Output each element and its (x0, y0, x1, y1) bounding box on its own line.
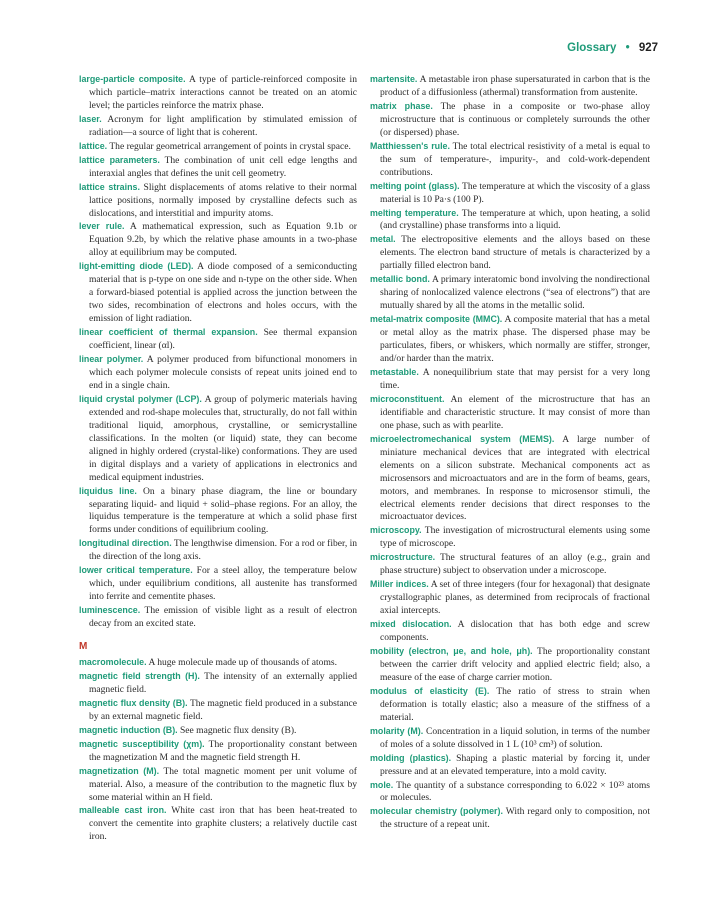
glossary-term: laser. (79, 113, 102, 124)
glossary-entry (79, 73, 357, 113)
glossary-definition: The ratio of stress to strain when deformation is totally elastic; also a measure of the stiffness of a material. (380, 685, 651, 723)
glossary-definition: A group of polymeric materials having extended and rod-shape molecules that, structurally, do not fall within traditional liquid, amorphous, crystalline, or semicrystalline classifications. In the molten (or liquid) state, they can become aligned in highly ordered (crystal-like) conformations. They are used in digital displays and a variety of applications in electronics and medical equipment industries. (89, 393, 357, 483)
page-number: 927 (638, 42, 658, 54)
glossary-term: malleable cast iron. (79, 805, 167, 816)
glossary-entry (79, 154, 357, 181)
left-column (79, 73, 357, 844)
glossary-entry (370, 233, 650, 273)
glossary-term: magnetic susceptibility (χm). (79, 738, 205, 749)
glossary-definition: The total magnetic moment per unit volume of material. Also, a measure of the contribution to the magnetic flux by some material within an H field. (89, 765, 357, 803)
glossary-term: microstructure. (370, 552, 436, 563)
glossary-definition: The proportionality constant between the magnetization M and the magnetic field strength H. (89, 738, 357, 763)
glossary-definition: On a binary phase diagram, the line or boundary separating liquid- and liquid + solid–phase regions. For an alloy, the liquidus temperature is the temperature at which a solid phase first forms under conditions of equilibrium cooling. (89, 485, 357, 536)
glossary-term: martensite. (370, 74, 418, 84)
glossary-term: molding (plastics). (370, 752, 452, 763)
glossary-term: magnetization (M). (79, 765, 160, 776)
glossary-entry (79, 353, 357, 393)
glossary-entry (370, 725, 650, 752)
glossary-definition: Acronym for light amplification by stimulated emission of radiation—a source of light that is coherent. (89, 113, 357, 138)
glossary-entry (370, 752, 650, 779)
glossary-entry (79, 724, 357, 738)
glossary-term: melting point (glass). (370, 180, 460, 191)
glossary-definition: A primary interatomic bond involving the nondirectional sharing of nonlocalized valence electrons (“sea of electrons”) that are mutually shared by all the atoms in the metallic solid. (380, 274, 650, 312)
glossary-entry (370, 578, 650, 618)
glossary-term: longitudinal direction. (79, 538, 172, 549)
glossary-entry (370, 551, 650, 578)
glossary-term: microconstituent. (370, 393, 445, 404)
glossary-definition: A nonequilibrium state that may persist for a very long time. (380, 366, 650, 391)
glossary-definition: See thermal expansion coefficient, linear (αl). (89, 327, 357, 352)
glossary-term: large-particle composite. (79, 74, 186, 84)
glossary-term: metallic bond. (370, 274, 430, 285)
glossary-entry (79, 765, 357, 805)
page-header (567, 42, 658, 54)
glossary-entry (370, 207, 650, 234)
glossary-term: luminescence. (79, 605, 141, 616)
glossary-entry (370, 524, 650, 551)
glossary-definition: A dislocation that has both edge and screw components. (380, 619, 650, 644)
right-entries (370, 73, 650, 832)
glossary-definition: The quantity of a substance corresponding to 6.022 × 10²³ atoms or molecules. (380, 779, 650, 804)
glossary-definition: The investigation of microstructural elements using some type of microscope. (380, 525, 651, 550)
glossary-definition: The phase in a composite or two-phase alloy microstructure that is continuous or completely surrounds the other (or dispersed) phase. (380, 100, 650, 138)
left-entries-before (79, 73, 357, 631)
glossary-entry (79, 220, 357, 260)
glossary-term: Matthiessen's rule. (370, 140, 450, 151)
glossary-term: lattice strains. (79, 181, 140, 192)
glossary-term: magnetic flux density (B). (79, 697, 188, 708)
glossary-entry (79, 738, 357, 765)
glossary-term: liquid crystal polymer (LCP). (79, 393, 202, 404)
glossary-definition: A polymer produced from bifunctional monomers in which each polymer molecule consists of repeat units joined end to end in a single chain. (89, 354, 357, 391)
glossary-term: modulus of elasticity (E). (370, 685, 490, 696)
glossary-definition: The magnetic field produced in a substance by an external magnetic field. (89, 697, 357, 722)
separator-bullet: • (625, 42, 630, 54)
glossary-entry (79, 326, 357, 353)
glossary-term: molarity (M). (370, 725, 424, 736)
glossary-definition: A diode composed of a semiconducting material that is p-type on one side and n-type on the other side. When a forward-biased potential is applied across the junction between the two sides, recombination of electrons and holes occurs, with the emission of light radiation. (89, 261, 357, 325)
glossary-entry (370, 685, 650, 725)
glossary-definition: The lengthwise dimension. For a rod or fiber, in the direction of the long axis. (89, 538, 358, 563)
glossary-entry (79, 181, 357, 221)
glossary-term: microscopy. (370, 525, 422, 536)
glossary-definition: The proportionality constant between the carrier drift velocity and applied electric field; also, a measure of the ease of charge carrier motion. (380, 645, 651, 683)
glossary-entry (79, 485, 357, 538)
glossary-term: lower critical temperature. (79, 565, 193, 576)
glossary-term: magnetic induction (B). (79, 724, 178, 735)
glossary-entry (79, 113, 357, 140)
glossary-entry (79, 140, 357, 154)
glossary-term: mixed dislocation. (370, 619, 452, 630)
glossary-entry (370, 100, 650, 140)
glossary-term: Miller indices. (370, 579, 429, 590)
glossary-definition: For a steel alloy, the temperature below which, under equilibrium conditions, all austenite has transformed into ferrite and cementite phases. (89, 565, 357, 603)
glossary-entry (79, 670, 357, 697)
glossary-definition: A mathematical expression, such as Equation 9.1b or Equation 9.2b, by which the relative phase amounts in a two-phase alloy at equilibrium may be computed. (89, 221, 357, 259)
glossary-definition: The temperature at which, upon heating, a solid (and crystalline) phase transforms into a liquid. (380, 207, 650, 232)
glossary-entry (370, 313, 650, 366)
glossary-entry (79, 260, 357, 326)
glossary-definition: The electropositive elements and the alloys based on these elements. The electron band structure of metals is characterized by a partially filled electron band. (380, 234, 650, 272)
glossary-entry (79, 537, 357, 564)
glossary-entry (370, 433, 650, 525)
glossary-entry (370, 140, 650, 180)
glossary-term: lattice. (79, 140, 108, 151)
glossary-term: mobility (electron, μe, and hole, μh). (370, 645, 533, 656)
glossary-entry (79, 804, 357, 844)
glossary-definition: See magnetic flux density (B). (180, 724, 297, 736)
glossary-term: matrix phase. (370, 100, 433, 111)
running-head-title: Glossary (567, 42, 617, 54)
glossary-term: metal. (370, 234, 396, 245)
glossary-definition: The structural features of an alloy (e.g., grain and phase structure) subject to observation under a microscope. (380, 552, 650, 577)
glossary-term: microelectromechanical system (MEMS). (370, 433, 555, 444)
glossary-term: lattice parameters. (79, 154, 160, 165)
glossary-entry (370, 618, 650, 645)
glossary-entry (79, 656, 357, 670)
glossary-entry (370, 73, 650, 100)
glossary-definition: The combination of unit cell edge lengths and interaxial angles that defines the unit cell geometry. (89, 154, 358, 179)
glossary-term: lever rule. (79, 221, 125, 232)
glossary-entry (370, 779, 650, 806)
glossary-definition: A composite material that has a metal or metal alloy as the matrix phase. The dispersed phase may be particulates, fibers, or whiskers, which normally are stiffer, stronger, and/or harder than the matrix. (380, 314, 650, 365)
glossary-definition: A type of particle-reinforced composite in which particle–matrix interactions cannot be treated on an atomic level; the particles reinforce the matrix phase. (89, 74, 357, 111)
glossary-term: linear coefficient of thermal expansion. (79, 327, 258, 338)
glossary-definition: A huge molecule made up of thousands of atoms. (148, 656, 337, 668)
glossary-definition: An element of the microstructure that has an identifiable and characteristic structure. It may consist of more than one phase, such as with pearlite. (380, 393, 650, 431)
glossary-entry (370, 805, 650, 832)
glossary-term: linear polymer. (79, 354, 144, 365)
glossary-definition: White cast iron that has been heat-treated to convert the cementite into graphite clusters; a relatively ductile cast iron. (89, 805, 357, 843)
glossary-definition: The intensity of an externally applied magnetic field. (89, 670, 357, 695)
glossary-definition: The temperature at which the viscosity of a glass material is 10 Pa·s (100 P). (380, 180, 650, 205)
glossary-term: liquidus line. (79, 485, 137, 496)
glossary-term: metastable. (370, 366, 419, 377)
glossary-entry (79, 697, 357, 724)
glossary-definition: The total electrical resistivity of a metal is equal to the sum of temperature-, impurity-, and cold-work-dependent contributions. (380, 140, 650, 178)
section-letter: M (79, 641, 88, 653)
glossary-definition: Concentration in a liquid solution, in terms of the number of moles of a solute dissolved in 1 L (10³ cm³) of solution. (380, 725, 651, 750)
glossary-entry (370, 393, 650, 433)
glossary-definition: With regard only to composition, not the structure of a repeat unit. (380, 806, 650, 831)
glossary-term: mole. (370, 779, 394, 790)
glossary-entry (79, 604, 357, 631)
glossary-term: magnetic field strength (H). (79, 670, 200, 681)
glossary-entry (79, 393, 357, 485)
glossary-entry (79, 564, 357, 604)
glossary-term: macromolecule. (79, 656, 147, 667)
glossary-definition: A large number of miniature mechanical devices that are integrated with electrical elements on a silicon substrate. Mechanical components act as microsensors and microactuators and are in the form of beams, gears, motors, and membranes. In response to microsensor stimuli, the electrical elements render decisions that direct responses to the microactuator devices. (380, 433, 650, 523)
glossary-definition: The emission of visible light as a result of electron decay from an excited state. (89, 605, 358, 630)
glossary-term: metal-matrix composite (MMC). (370, 314, 503, 325)
glossary-entry (370, 273, 650, 313)
glossary-entry (370, 366, 650, 393)
glossary-term: molecular chemistry (polymer). (370, 806, 503, 817)
right-column (370, 73, 650, 832)
glossary-definition: Slight displacements of atoms relative to their normal lattice positions, normally imposed by crystalline defects such as dislocations, and interstitial and impurity atoms. (89, 181, 357, 219)
glossary-definition: A set of three integers (four for hexagonal) that designate crystallographic planes, as determined from reciprocals of fractional axial intercepts. (380, 579, 650, 617)
glossary-definition: The regular geometrical arrangement of points in crystal space. (109, 140, 351, 152)
left-entries-after (79, 656, 357, 844)
glossary-definition: A metastable iron phase supersaturated in carbon that is the product of a diffusionless (athermal) transformation from austenite. (380, 74, 650, 98)
glossary-term: light-emitting diode (LED). (79, 261, 194, 272)
glossary-definition: Shaping a plastic material by forcing it, under pressure and at an elevated temperature, into a mold cavity. (380, 752, 650, 777)
glossary-entry (370, 180, 650, 207)
glossary-entry (370, 645, 650, 685)
glossary-term: melting temperature. (370, 207, 459, 218)
